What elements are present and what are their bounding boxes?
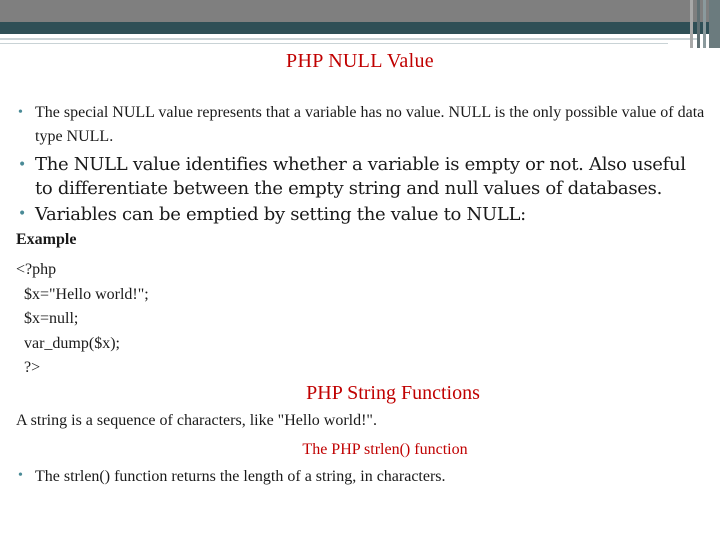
list-item — [18, 101, 708, 149]
bullet-text: Variables can be emptied by setting the value to NULL: — [35, 204, 526, 225]
list-item — [18, 201, 708, 228]
corner-stripe — [709, 0, 720, 48]
section-subheading: The PHP strlen() function — [302, 441, 468, 458]
bullet-icon: • — [18, 157, 26, 173]
code-line: $x="Hello world!"; — [16, 285, 149, 303]
bullet-icon: • — [18, 468, 23, 483]
section-paragraph: A string is a sequence of characters, like "Hello world!". — [16, 412, 377, 429]
code-line: ?> — [16, 359, 41, 376]
bullet-icon: • — [18, 206, 26, 222]
example-label: Example — [16, 231, 77, 248]
slide-title: PHP NULL Value — [286, 50, 434, 72]
header-rule — [0, 38, 700, 40]
section-heading: PHP String Functions — [306, 382, 480, 404]
bullet-text: The NULL value identifies whether a variable is empty or not. Also useful to differentiate between the empty string and null values of databases. — [35, 154, 686, 199]
list-item — [18, 153, 708, 201]
bullet-list — [18, 101, 708, 228]
code-line: <?php — [16, 261, 57, 278]
bullet-text: The strlen() function returns the length of a string, in characters. — [35, 468, 446, 485]
bullet-icon: • — [18, 105, 23, 120]
code-block — [16, 258, 149, 381]
code-line: var_dump($x); — [16, 334, 120, 352]
corner-stripe — [703, 0, 706, 48]
header-teal-band — [0, 22, 720, 34]
header-rule-thin — [0, 43, 668, 44]
slide-header-decoration — [0, 0, 720, 48]
corner-stripe — [697, 0, 700, 48]
code-line: $x=null; — [16, 310, 79, 327]
bullet-text: The special NULL value represents that a variable has no value. NULL is the only possible value of data type NULL. — [35, 104, 705, 145]
corner-stripe — [690, 0, 693, 48]
header-grey-band — [0, 0, 720, 22]
list-item — [18, 468, 446, 486]
